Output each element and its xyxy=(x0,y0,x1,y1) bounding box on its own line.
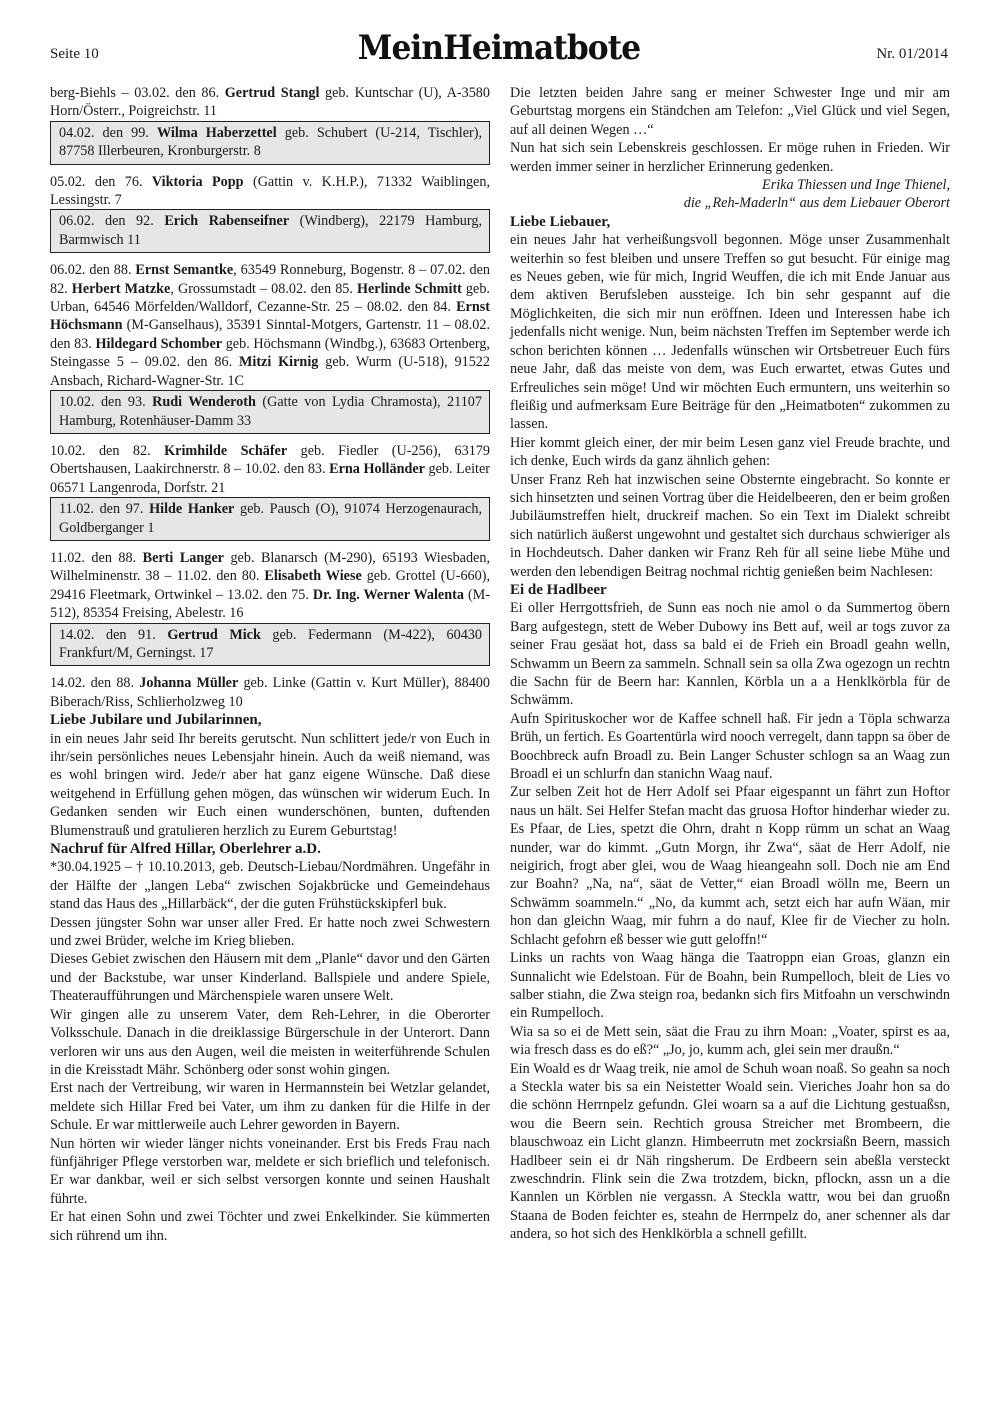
highlighted-birthday: 14.02. den 91. Gertrud Mick geb. Federmann (M-422), 60430 Frankfurt/M, Gerningst. 17 xyxy=(50,623,490,667)
liebauer-heading: Liebe Liebauer, xyxy=(510,213,611,230)
liebauer-paragraph: Hier kommt gleich einer, der mir beim Lesen ganz viel Freude brachte, und ich denke, Euch wirds da ganz ähnlich gehen: xyxy=(510,434,950,470)
liebauer-paragraph: Unser Franz Reh hat inzwischen seine Obsternte eingebracht. So konnte er sich hinsetzten und seinen Vortrag über die Heidelbeeren, den er beim großen Jubiläumstreffen hielt, druckreif machen. So ein Text im Dialekt schreibt sich natürlich äußerst ungewohnt und gestaltet sich durchaus schwieriger als in Hochdeutsch. Daher danken wir Franz Reh für all seine liebe Mühe und werden den lebendigen Beitrag nochmal richtig genießen beim Nachlesen: xyxy=(510,471,950,580)
hadlbeer-paragraph: Ein Woald es dr Waag treik, nie amol de Schuh woan noaß. So geahn sa noch a Steckla water bis sa ein Neistetter Woald sein. Vieriches Joahr hon sa do die schönn Herrnpelz gefundn. Glei woarn sa a auf die Lichtung gestuaßsn, wou die Beern sein. Rechtich grousa Streicher met Brombeern, die blauschwoaz ein Licht glanzn. Himbeerrutn met zockrsiaßn Beern, massich Hadlbeer sein ei dr Näh ringsherum. De Erdbeern sein abeßla versteckt zweschndrin. Flink sein die Zwa trotzdem, bickn, pflockn, assn un a die Kannlen un Körblen nie vergassn. A Steckla wattr, wou bei dan gruoßn Staana de Boden feichter es, steahn de Herrnpelz do, aner schenner als dar andera, so hot sich des Henklkörbla a schnell gefillt. xyxy=(510,1060,950,1243)
hadlbeer-heading: Ei de Hadlbeer xyxy=(510,581,607,598)
nachruf-signature: die „Reh-Maderln“ aus dem Liebauer Oberort xyxy=(683,195,950,212)
highlighted-birthday: 06.02. den 92. Erich Rabenseifner (Windberg), 22179 Hamburg, Barmwisch 11 xyxy=(50,209,490,253)
liebauer-paragraph: ein neues Jahr hat verheißungsvoll begonnen. Möge unser Zusammenhalt weiterhin so fest bleiben und unsere Treffen so gut besucht. Für einige mag es Neues geben, wie für mich, Ingrid Weuffen, die ich mit Ende Januar aus dem aktiven Berufsleben aussteige. Ich bin sehr gespannt auf die Möglichkeiten, die sich mir nun eröffnen. Ideen und Interessen habe ich jedenfalls nicht wenige. Nun, beim nächsten Treffen im September werde ich schon berichten können … Jedenfalls wünschen wir Ortsbetreuer Euch fürs neue Jahr, daß das meiste von dem, was Euch erwartet, etwas Gutes und Erfreuliches sein möge! Und wir möchten Euch ermuntern, uns weiterhin so fleißig und aufmerksam Eure Beiträge für den „Heimatboten“ zukommen zu lassen. xyxy=(510,232,950,433)
hadlbeer-paragraph: Links un rachts von Waag hänga die Taatroppn eian Groas, glanzn ein Sunnalicht wie Edelstoan. Für de Boahn, bein Rumpelloch, bleit de Lies vo salber stiahn, die Zwa steign roa, bedankn sich firs Mitfoahn un verschwindn ein Rumpelloch. xyxy=(510,950,950,1022)
nachruf-signature: Erika Thiessen und Inge Thienel, xyxy=(762,177,950,194)
hadlbeer-paragraph: Zur selben Zeit hot de Herr Adolf sei Pfaar eigespannt un fährt zun Hoftor naus un hält. Sei Helfer Stefan macht das gruosa Hoftor hinderhar wieder zu. Es Pfaar, de Lies, spetzt die Ohrn, draht n Kopp rümm un schat an Waag nunder, war do kimmt. „Gutn Morgn, ihr Zwa“, säat de Herr Adolf, nie neigirich, frogt aber glei, wou de Waag hieangeahn soll. Doch nie am End zur Boahn? „Na, na“, säat de Vetter,“ eian Broadl wölln me, Beern un Schwämm soammeln.“ „No, da kummt ach, setzt eich har aufn Wäan, mir hon dan gleichn Waag, mir fuhrn a do nauf, Klee fir de Viecher zu holn. Schlacht gefohrn eß besser wie gutt geloffn!“ xyxy=(510,784,950,948)
masthead-logo: MeinHeimatbote xyxy=(357,28,641,68)
nachruf-paragraph: Dieses Gebiet zwischen den Häusern mit dem „Planle“ davor und den Gärten und der Backstube, war unser Kinderland. Ballspiele und andere Spiele, Theateraufführungen und Märchenspiele waren unsere Welt. xyxy=(50,951,490,1005)
page-number: Seite 10 xyxy=(50,46,99,62)
highlighted-birthday: 11.02. den 97. Hilde Hanker geb. Pausch (O), 91074 Herzogenaurach, Goldberganger 1 xyxy=(50,497,490,541)
nachruf-heading: Nachruf für Alfred Hillar, Oberlehrer a.D. xyxy=(50,841,321,858)
birthday-entry: 14.02. den 88. Johanna Müller geb. Linke (Gattin v. Kurt Müller), 88400 Biberach/Riss, Schlierholzweg 10 xyxy=(50,675,490,710)
highlighted-birthday: 04.02. den 99. Wilma Haberzettel geb. Schubert (U-214, Tischler), 87758 Illerbeuren, Kronburgerstr. 8 xyxy=(50,121,490,165)
nachruf-paragraph: *30.04.1925 – † 10.10.2013, geb. Deutsch-Liebau/Nordmähren. Ungefähr in der Hälfte der „langen Leba“ zwischen Sojakbrücke und Gemeindehaus stand das Haus des „Hillarbäck“, der die guten Frühstückskipferl buk. xyxy=(50,859,490,913)
birthday-entry: 11.02. den 88. Berti Langer geb. Blanarsch (M-290), 65193 Wiesbaden, Wilhelminenstr. 38 – 11.02. den 80. Elisabeth Wiese geb. Grottel (U-660), 29416 Fleetmark, Ortwinkel – 13.02. den 75. Dr. Ing. Werner Walenta (M-512), 85354 Freising, Abelestr. 16 xyxy=(50,549,491,622)
nachruf-paragraph: Nun hat sich sein Lebenskreis geschlossen. Er möge ruhen in Frieden. Wir werden immer seiner in herzlicher Erinnerung gedenken. xyxy=(510,140,950,175)
nachruf-paragraph: Die letzten beiden Jahre sang er meiner Schwester Inge und mir am Geburtstag morgens ein Ständchen am Telefon: „Viel Glück und viel Segen, auf all deinen Wegen …“ xyxy=(510,85,950,138)
hadlbeer-paragraph: Wia sa so ei de Mett sein, säat die Frau zu ihrn Moan: „Voater, spirst es aa, wia fresch dass es do eß?“ „Jo, jo, kumm ach, glei sein mer draußn.“ xyxy=(510,1023,950,1059)
hadlbeer-paragraph: Ei oller Herrgottsfrieh, de Sunn eas noch nie amol o da Summertog öbern Barg aufgestegn, stett de Weber Dubowy ins Bett auf, weil ar togs zuvor za seiner Frau gesäat hot, dass sa bald ei de Frieh ein Broadl geahn welln, Schwamm un Beern za sammeln. Schnall sein sa olla Zwa ogezogn un rechtn die Sachn für de Beern har: Kannlen, Körbla un a a Henklkörbla für de Schwämm. xyxy=(510,600,950,709)
issue-number: Nr. 01/2014 xyxy=(876,46,948,62)
right-column xyxy=(510,84,950,1244)
birthday-entry: 10.02. den 82. Krimhilde Schäfer geb. Fiedler (U-256), 63179 Obertshausen, Laakirchnerstr. 8 – 10.02. den 83. Erna Holländer geb. Leiter 06571 Langenroda, Dorfstr. 21 xyxy=(50,442,491,496)
birthday-entry: 05.02. den 76. Viktoria Popp (Gattin v. K.H.P.), 71332 Waiblingen, Lessingstr. 7 xyxy=(50,173,490,209)
birthday-entry: berg-Biehls – 03.02. den 86. Gertrud Stangl geb. Kuntschar (U), A-3580 Horn/Österr., Poigreichstr. 11 xyxy=(50,85,490,120)
nachruf-paragraph: Wir gingen alle zu unserem Vater, dem Reh-Lehrer, in die Oberorter Volksschule. Danach in die dreiklassige Bürgerschule in der Unterort. Dann verloren wir uns aus den Augen, weil die meisten in weiterführende Schulen in die Kreisstadt Mähr. Schönberg oder sonst wohin gingen. xyxy=(50,1006,490,1078)
nachruf-paragraph: Nun hörten wir wieder länger nichts voneinander. Erst bis Freds Frau nach fünfjähriger Pflege verstorben war, meldete er sich brieflich und telefonisch. Er war dankbar, weil er sich selbst versorgen konnte und seinen Haushalt führte. xyxy=(50,1135,490,1207)
nachruf-paragraph: Er hat einen Sohn und zwei Töchter und zwei Enkelkinder. Sie kümmerten sich rührend um ihn. xyxy=(50,1209,490,1244)
jubilare-text: in ein neues Jahr seid Ihr bereits gerutscht. Nun schlittert jede/r von Euch in ihr/sein persönliches neues Lebensjahr hinein. Auch da weiß niemand, was es wohl bringen wird. Jede/r aber hat ganz eigene Wünsche. Daß diese weitgehend in Erfüllung gehen mögen, das wünschen wir widerum Euch. In Gedanken senden wir Euch einen wunderschönen, bunten, duftenden Blumenstrauß und gratulieren herzlich zu Eurem Geburtstag! xyxy=(50,730,490,839)
page-header xyxy=(50,26,948,76)
jubilare-heading: Liebe Jubilare und Jubilarinnen, xyxy=(50,712,262,729)
nachruf-paragraph: Dessen jüngster Sohn war unser aller Fred. Er hatte noch zwei Schwestern und zwei Brüder, welche im Krieg blieben. xyxy=(50,914,490,950)
left-column xyxy=(50,84,490,1245)
birthday-entry: 06.02. den 88. Ernst Semantke, 63549 Ronneburg, Bogenstr. 8 – 07.02. den 82. Herbert Matzke, Grossumstadt – 08.02. den 85. Herlinde Schmitt geb. Urban, 64546 Mörfelden/Walldorf, Cezanne-Str. 25 – 08.02. den 84. Ernst Höchsmann (M-Ganselhaus), 35391 Sinntal-Motgers, Gartenstr. 11 – 08.02. den 83. Hildegard Schomber geb. Höchsmann (Windbg.), 63683 Ortenberg, Steingasse 5 – 09.02. den 86. Mitzi Kirnig geb. Wurm (U-518), 91522 Ansbach, Richard-Wagner-Str. 1C xyxy=(50,262,490,389)
highlighted-birthday: 10.02. den 93. Rudi Wenderoth (Gatte von Lydia Chramosta), 21107 Hamburg, Rotenhäuser-Damm 33 xyxy=(50,390,490,434)
hadlbeer-paragraph: Aufn Spirituskocher wor de Kaffee schnell haß. Fir jedn a Töpla schwarza Brüh, un fertich. Es Goartentürla wird nooch verregelt, dann tappn sa öber de Boochbreck aufn Broadl zu. Bein Langer Schuster schlogn sa an Waag zun Broadl ei un schlurfn dan stanichn Waag nauf. xyxy=(510,710,950,783)
nachruf-paragraph: Erst nach der Vertreibung, wir waren in Hermannstein bei Wetzlar gelandet, meldete sich Hillar Fred bei Vater, um ihm zu danken für die Hilfe in der Schule. Er war mittlerweile auch Lehrer geworden in Bayern. xyxy=(50,1080,490,1134)
